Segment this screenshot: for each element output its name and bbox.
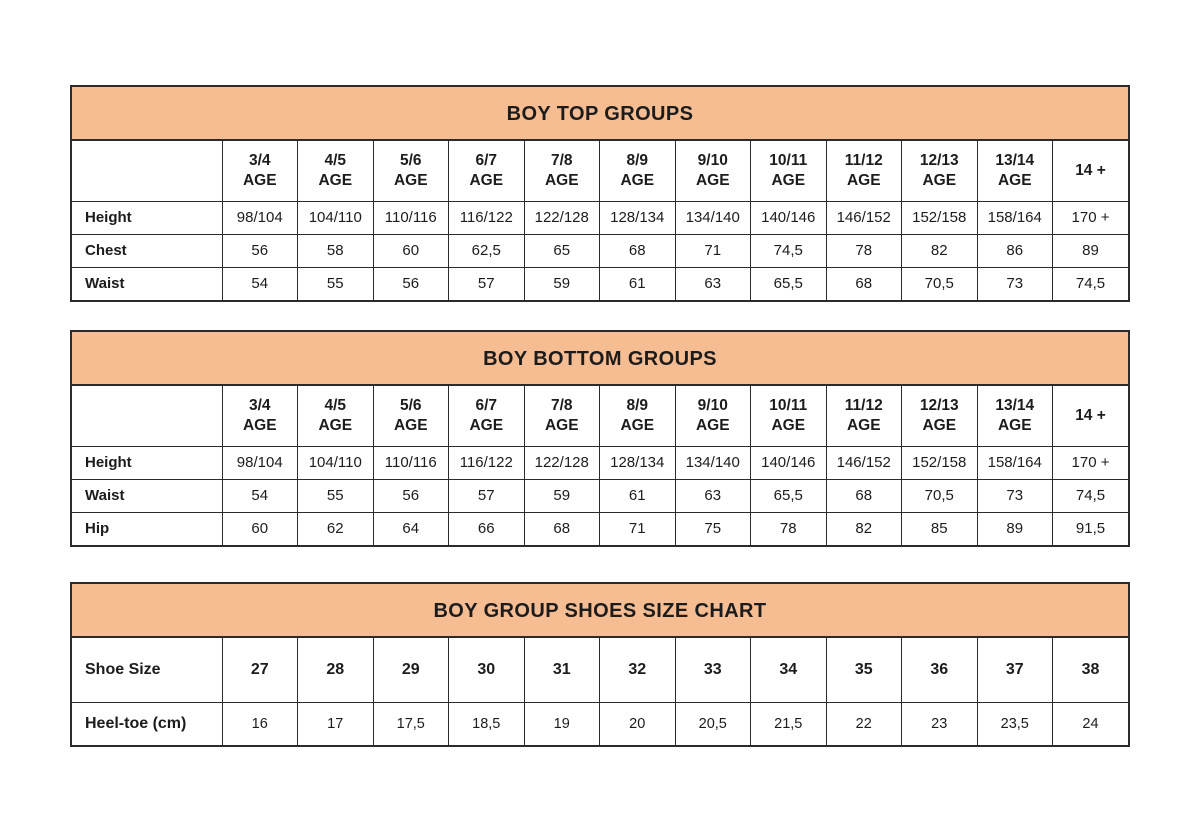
age-column-header [298,141,374,201]
value-cell: 85 [902,512,978,545]
row-label: Hip [72,512,222,545]
value-cell: 55 [298,267,374,300]
size-table-boy-group-shoes [70,582,1130,747]
value-cell: 140/146 [751,201,827,234]
age-column-header [977,141,1053,201]
age-range-label: 7/8 [550,151,573,169]
value-cell: 32 [600,638,676,702]
age-word-label: AGE [922,416,957,434]
table-row [72,702,1128,745]
age-range-label: 13/14 [995,396,1035,414]
age-column-header [373,386,449,446]
value-cell: 89 [977,512,1053,545]
age-column-header [600,386,676,446]
age-word-label: AGE [469,171,504,189]
value-cell: 89 [1053,234,1129,267]
value-cell: 56 [373,479,449,512]
value-cell: 55 [298,479,374,512]
value-cell: 140/146 [751,446,827,479]
age-range-label: 10/11 [769,396,808,414]
age-column-header [751,141,827,201]
age-column-header [826,386,902,446]
value-cell: 19 [524,702,600,745]
corner-cell [72,386,222,446]
age-column-header [222,386,298,446]
age-column-header [1053,141,1129,201]
value-cell: 60 [373,234,449,267]
value-cell: 170 + [1053,446,1129,479]
value-cell: 73 [977,479,1053,512]
value-cell: 36 [902,638,978,702]
age-word-label: AGE [846,171,881,189]
value-cell: 110/116 [373,446,449,479]
row-label: Height [72,201,222,234]
age-column-header [977,386,1053,446]
age-range-label: 7/8 [550,396,573,414]
value-cell: 146/152 [826,446,902,479]
value-cell: 65,5 [751,479,827,512]
table-row [72,446,1128,479]
age-word-label: AGE [242,171,277,189]
age-range-label: 10/11 [769,151,808,169]
value-cell: 54 [222,267,298,300]
value-cell: 61 [600,479,676,512]
age-column-header [751,386,827,446]
table-title-boy-group-shoes: BOY GROUP SHOES SIZE CHART [72,584,1128,638]
age-range-label: 9/10 [697,396,728,414]
age-word-label: AGE [393,171,428,189]
age-column-header [826,141,902,201]
value-cell: 34 [751,638,827,702]
age-range-label: 11/12 [844,151,883,169]
value-cell: 24 [1053,702,1129,745]
value-cell: 35 [826,638,902,702]
value-cell: 31 [524,638,600,702]
age-column-header [524,386,600,446]
corner-cell [72,141,222,201]
value-cell: 65,5 [751,267,827,300]
value-cell: 134/140 [675,201,751,234]
age-word-label: AGE [620,171,655,189]
value-cell: 82 [902,234,978,267]
age-column-header [449,141,525,201]
value-cell: 56 [222,234,298,267]
value-cell: 75 [675,512,751,545]
age-range-label: 8/9 [626,151,649,169]
value-cell: 61 [600,267,676,300]
value-cell: 62,5 [449,234,525,267]
value-cell: 29 [373,638,449,702]
age-range-label: 14 + [1075,406,1106,424]
value-cell: 78 [826,234,902,267]
value-cell: 116/122 [449,201,525,234]
value-cell: 110/116 [373,201,449,234]
value-cell: 73 [977,267,1053,300]
age-word-label: AGE [997,171,1032,189]
value-cell: 122/128 [524,201,600,234]
age-range-label: 6/7 [475,151,498,169]
value-cell: 21,5 [751,702,827,745]
row-label: Waist [72,267,222,300]
age-range-label: 4/5 [324,151,347,169]
age-column-header [600,141,676,201]
age-column-header [524,141,600,201]
age-word-label: AGE [393,416,428,434]
size-grid-boy-bottom-groups [72,386,1128,545]
age-column-header [902,386,978,446]
age-word-label: AGE [318,416,353,434]
value-cell: 68 [826,267,902,300]
value-cell: 22 [826,702,902,745]
value-cell: 60 [222,512,298,545]
value-cell: 128/134 [600,201,676,234]
value-cell: 62 [298,512,374,545]
value-cell: 98/104 [222,201,298,234]
value-cell: 170 + [1053,201,1129,234]
age-word-label: AGE [469,416,504,434]
age-range-label: 5/6 [399,151,422,169]
value-cell: 128/134 [600,446,676,479]
row-label: Height [72,446,222,479]
value-cell: 57 [449,479,525,512]
value-cell: 134/140 [675,446,751,479]
value-cell: 68 [826,479,902,512]
row-label: Heel-toe (cm) [72,702,222,745]
value-cell: 28 [298,638,374,702]
row-label: Shoe Size [72,638,222,702]
value-cell: 23,5 [977,702,1053,745]
value-cell: 74,5 [1053,479,1129,512]
value-cell: 33 [675,638,751,702]
row-label: Waist [72,479,222,512]
age-word-label: AGE [695,416,730,434]
value-cell: 20,5 [675,702,751,745]
value-cell: 68 [600,234,676,267]
age-word-label: AGE [997,416,1032,434]
value-cell: 38 [1053,638,1129,702]
size-table-boy-top-groups [70,85,1130,302]
value-cell: 18,5 [449,702,525,745]
age-range-label: 8/9 [626,396,649,414]
age-range-label: 11/12 [844,396,883,414]
age-range-label: 12/13 [919,396,959,414]
value-cell: 82 [826,512,902,545]
age-word-label: AGE [695,171,730,189]
value-cell: 71 [600,512,676,545]
age-word-label: AGE [771,416,806,434]
value-cell: 64 [373,512,449,545]
age-word-label: AGE [620,416,655,434]
table-title-boy-top-groups: BOY TOP GROUPS [72,87,1128,141]
table-title-boy-bottom-groups: BOY BOTTOM GROUPS [72,332,1128,386]
table-row [72,512,1128,545]
age-header-row [72,141,1128,201]
value-cell: 58 [298,234,374,267]
age-range-label: 13/14 [995,151,1035,169]
age-column-header [373,141,449,201]
age-range-label: 4/5 [324,396,347,414]
age-range-label: 3/4 [248,396,271,414]
age-column-header [675,141,751,201]
value-cell: 17 [298,702,374,745]
value-cell: 54 [222,479,298,512]
value-cell: 146/152 [826,201,902,234]
age-word-label: AGE [242,416,277,434]
value-cell: 91,5 [1053,512,1129,545]
age-column-header [1053,386,1129,446]
value-cell: 16 [222,702,298,745]
value-cell: 63 [675,479,751,512]
age-range-label: 3/4 [248,151,271,169]
age-column-header [298,386,374,446]
value-cell: 70,5 [902,479,978,512]
value-cell: 70,5 [902,267,978,300]
size-table-boy-bottom-groups [70,330,1130,547]
value-cell: 86 [977,234,1053,267]
value-cell: 66 [449,512,525,545]
value-cell: 37 [977,638,1053,702]
value-cell: 65 [524,234,600,267]
size-grid-boy-top-groups [72,141,1128,300]
value-cell: 74,5 [751,234,827,267]
age-column-header [902,141,978,201]
value-cell: 59 [524,479,600,512]
value-cell: 158/164 [977,446,1053,479]
value-cell: 104/110 [298,201,374,234]
age-word-label: AGE [544,416,579,434]
row-label: Chest [72,234,222,267]
table-row [72,201,1128,234]
age-word-label: AGE [318,171,353,189]
age-range-label: 12/13 [919,151,959,169]
value-cell: 57 [449,267,525,300]
value-cell: 59 [524,267,600,300]
age-range-label: 5/6 [399,396,422,414]
value-cell: 56 [373,267,449,300]
tables-container [70,85,1130,747]
value-cell: 158/164 [977,201,1053,234]
value-cell: 27 [222,638,298,702]
value-cell: 71 [675,234,751,267]
value-cell: 30 [449,638,525,702]
value-cell: 104/110 [298,446,374,479]
size-grid-boy-group-shoes [72,638,1128,745]
age-range-label: 9/10 [697,151,728,169]
value-cell: 116/122 [449,446,525,479]
value-cell: 68 [524,512,600,545]
value-cell: 122/128 [524,446,600,479]
age-range-label: 6/7 [475,396,498,414]
age-word-label: AGE [771,171,806,189]
table-row [72,267,1128,300]
value-cell: 152/158 [902,201,978,234]
value-cell: 78 [751,512,827,545]
table-row [72,638,1128,702]
value-cell: 74,5 [1053,267,1129,300]
value-cell: 63 [675,267,751,300]
age-column-header [222,141,298,201]
value-cell: 98/104 [222,446,298,479]
value-cell: 152/158 [902,446,978,479]
age-word-label: AGE [922,171,957,189]
table-row [72,234,1128,267]
value-cell: 17,5 [373,702,449,745]
value-cell: 20 [600,702,676,745]
age-range-label: 14 + [1075,161,1106,179]
table-row [72,479,1128,512]
value-cell: 23 [902,702,978,745]
age-word-label: AGE [544,171,579,189]
age-column-header [675,386,751,446]
age-word-label: AGE [846,416,881,434]
age-header-row [72,386,1128,446]
age-column-header [449,386,525,446]
